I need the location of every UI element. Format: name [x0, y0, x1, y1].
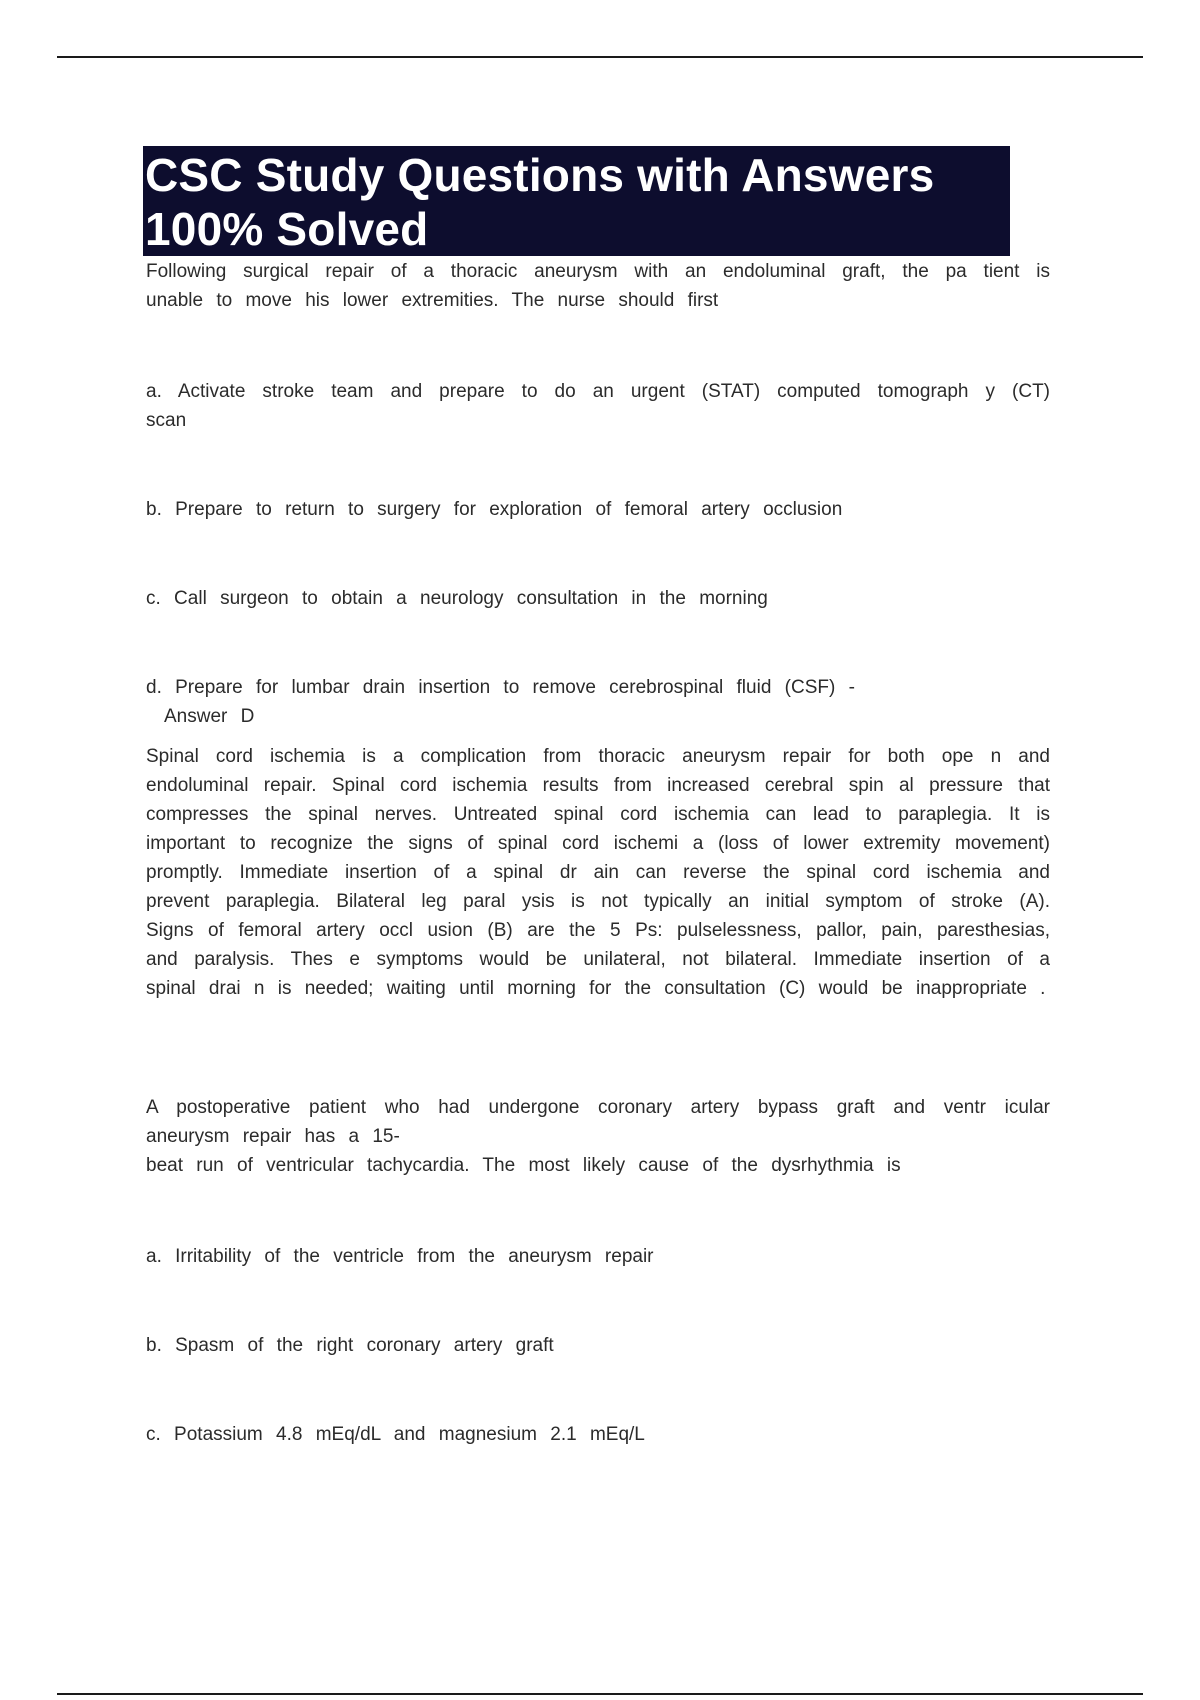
q1-option-a: a. Activate stroke team and prepare to do an urgent (STAT) computed tomograph y (CT) scan: [146, 381, 1050, 431]
document-body: [146, 257, 1050, 1449]
q2-stem-part-1: A postoperative patient who had undergone coronary artery bypass graft and ventr icular aneurysm repair has a 15-: [146, 1097, 1050, 1147]
title-line-2: 100% Solved: [145, 203, 429, 255]
q1-option-b: b. Prepare to return to surgery for exploration of femoral artery occlusion: [146, 499, 843, 520]
q1-option-c: c. Call surgeon to obtain a neurology consultation in the morning: [146, 588, 768, 609]
q1-option-d: d. Prepare for lumbar drain insertion to remove cerebrospinal fluid (CSF) -: [146, 677, 855, 698]
title-line-1: CSC Study Questions with Answers: [145, 149, 935, 201]
q1-explanation: Spinal cord ischemia is a complication from thoracic aneurysm repair for both ope n and endoluminal repair. Spinal cord ischemia results from increased cerebral spin al pressure that compresses the spinal nerves. Untreated spinal cord ischemia can lead to paraplegia. It is important to recognize the signs of spinal cord ischemi a (loss of lower extremity movement) promptly. Immediate insertion of a spinal dr ain can reverse the spinal cord ischemia and prevent paraplegia. Bilateral leg paral ysis is not typically an initial symptom of stroke (A). Signs of femoral artery occl usion (B) are the 5 Ps: pulselessness, pallor, pain, paresthesias, and paralysis. Thes e symptoms would be unilateral, not bilateral. Immediate insertion of a spinal drai n is needed; waiting until morning for the consultation (C) would be inappropriate .: [146, 746, 1050, 999]
bottom-divider: [57, 1693, 1143, 1695]
q1-answer: Answer D: [164, 706, 255, 727]
q2-option-b: b. Spasm of the right coronary artery graft: [146, 1335, 554, 1356]
top-divider: [57, 56, 1143, 58]
q2-option-a: a. Irritability of the ventricle from the aneurysm repair: [146, 1246, 654, 1267]
q1-stem: Following surgical repair of a thoracic aneurysm with an endoluminal graft, the pa tient is unable to move his lower extremities. The nurse should first: [146, 261, 1050, 311]
document-title: [143, 146, 1010, 256]
q2-option-c: c. Potassium 4.8 mEq/dL and magnesium 2.1 mEq/L: [146, 1424, 645, 1445]
q2-stem-part-2: beat run of ventricular tachycardia. The most likely cause of the dysrhythmia is: [146, 1155, 901, 1176]
